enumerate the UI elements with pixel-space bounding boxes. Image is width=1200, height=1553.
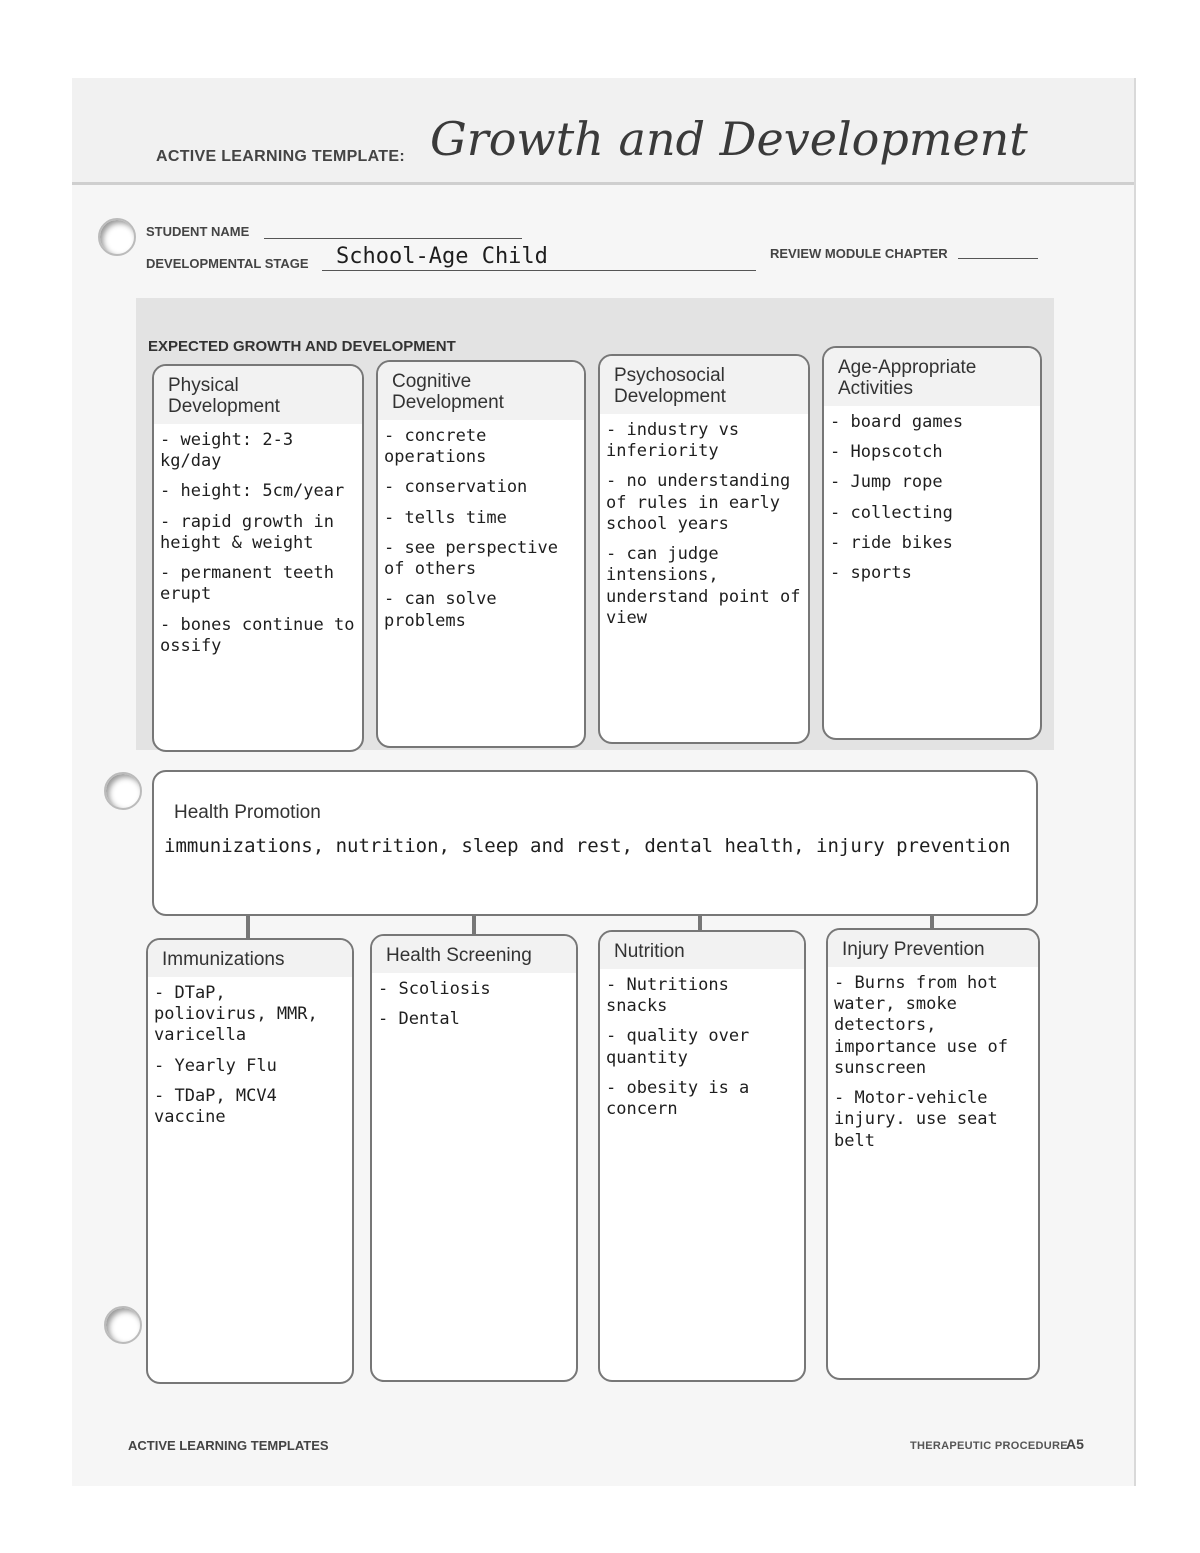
physical-item: - permanent teeth erupt (160, 563, 334, 605)
nutrition-item: - quality over quantity (606, 1026, 750, 1068)
nutrition-item: - Nutritions snacks (606, 974, 729, 1017)
chapter-label: REVIEW MODULE CHAPTER (770, 246, 948, 261)
physical-item: - height: 5cm/year (160, 481, 345, 502)
binder-hole-top (98, 218, 136, 256)
activity-item: - board games (830, 411, 964, 432)
activity-item: - Jump rope (830, 472, 943, 493)
activity-item: - ride bikes (830, 532, 953, 553)
student-name-label: STUDENT NAME (146, 224, 250, 239)
stage-line[interactable] (322, 270, 756, 271)
activity-item: - sports (830, 563, 912, 584)
activity-item: - collecting (830, 502, 953, 523)
immunizations-title: Immunizations (148, 940, 352, 977)
health-promotion-text: immunizations, nutrition, sleep and rest, dental health, injury prevention (164, 835, 1011, 857)
cognitive-development-card (376, 360, 586, 748)
health-promotion-box (152, 770, 1038, 916)
physical-item: - bones continue to ossify (160, 614, 355, 656)
age-appropriate-activities-card (822, 346, 1042, 740)
template-title: Growth and Development (430, 112, 1028, 166)
cognitive-item: - conservation (384, 477, 528, 498)
cognitive-item: - can solve problems (384, 589, 497, 631)
physical-item: - rapid growth in height & weight (160, 511, 334, 553)
immunization-item: - TDaP, MCV4 vaccine (154, 1085, 277, 1128)
psychosocial-item: - can judge intensions, understand point of view (606, 544, 801, 628)
injury-item: - Motor-vehicle injury. use seat belt (834, 1088, 998, 1151)
cognitive-item: - see perspective of others (384, 537, 558, 580)
stage-value[interactable]: School-Age Child (336, 244, 548, 269)
screening-item: - Dental (378, 1009, 460, 1030)
activity-item: - Hopscotch (830, 442, 943, 463)
nutrition-item: - obesity is a concern (606, 1077, 750, 1120)
injury-prevention-title: Injury Prevention (828, 930, 1038, 967)
student-name-line[interactable] (264, 238, 522, 239)
health-promotion-title: Health Promotion (174, 802, 321, 823)
psychosocial-development-title: Psychosocial Development (600, 356, 808, 414)
injury-item: - Burns from hot water, smoke detectors, importance use of sunscreen (834, 972, 1008, 1078)
screening-item: - Scoliosis (378, 978, 491, 999)
binder-hole-middle (104, 772, 142, 810)
expected-growth-label: EXPECTED GROWTH AND DEVELOPMENT (148, 338, 456, 355)
immunizations-card (146, 938, 354, 1384)
cognitive-development-title: Cognitive Development (378, 362, 584, 420)
immunization-item: - Yearly Flu (154, 1055, 277, 1076)
health-screening-card (370, 934, 578, 1382)
injury-prevention-card (826, 928, 1040, 1380)
psychosocial-item: - no understanding of rules in early school years (606, 471, 791, 534)
nutrition-title: Nutrition (600, 932, 804, 969)
footer-right: THERAPEUTIC PROCEDURE (910, 1440, 1068, 1452)
physical-item: - weight: 2-3 kg/day (160, 429, 294, 472)
stage-label: DEVELOPMENTAL STAGE (146, 256, 309, 271)
chapter-line[interactable] (958, 258, 1038, 259)
binder-hole-bottom (104, 1306, 142, 1344)
immunization-item: - DTaP, poliovirus, MMR, varicella (154, 982, 318, 1046)
health-screening-title: Health Screening (372, 936, 576, 973)
page-number: A5 (1066, 1436, 1084, 1452)
cognitive-item: - tells time (384, 507, 507, 528)
psychosocial-development-card (598, 354, 810, 744)
footer-left: ACTIVE LEARNING TEMPLATES (128, 1438, 329, 1453)
age-appropriate-activities-title: Age-Appropriate Activities (824, 348, 1040, 406)
nutrition-card (598, 930, 806, 1382)
connector-line (246, 916, 250, 940)
physical-development-title: Physical Development (154, 366, 362, 424)
template-label: ACTIVE LEARNING TEMPLATE: (156, 148, 405, 165)
cognitive-item: - concrete operations (384, 425, 487, 468)
psychosocial-item: - industry vs inferiority (606, 419, 740, 462)
physical-development-card (152, 364, 364, 752)
